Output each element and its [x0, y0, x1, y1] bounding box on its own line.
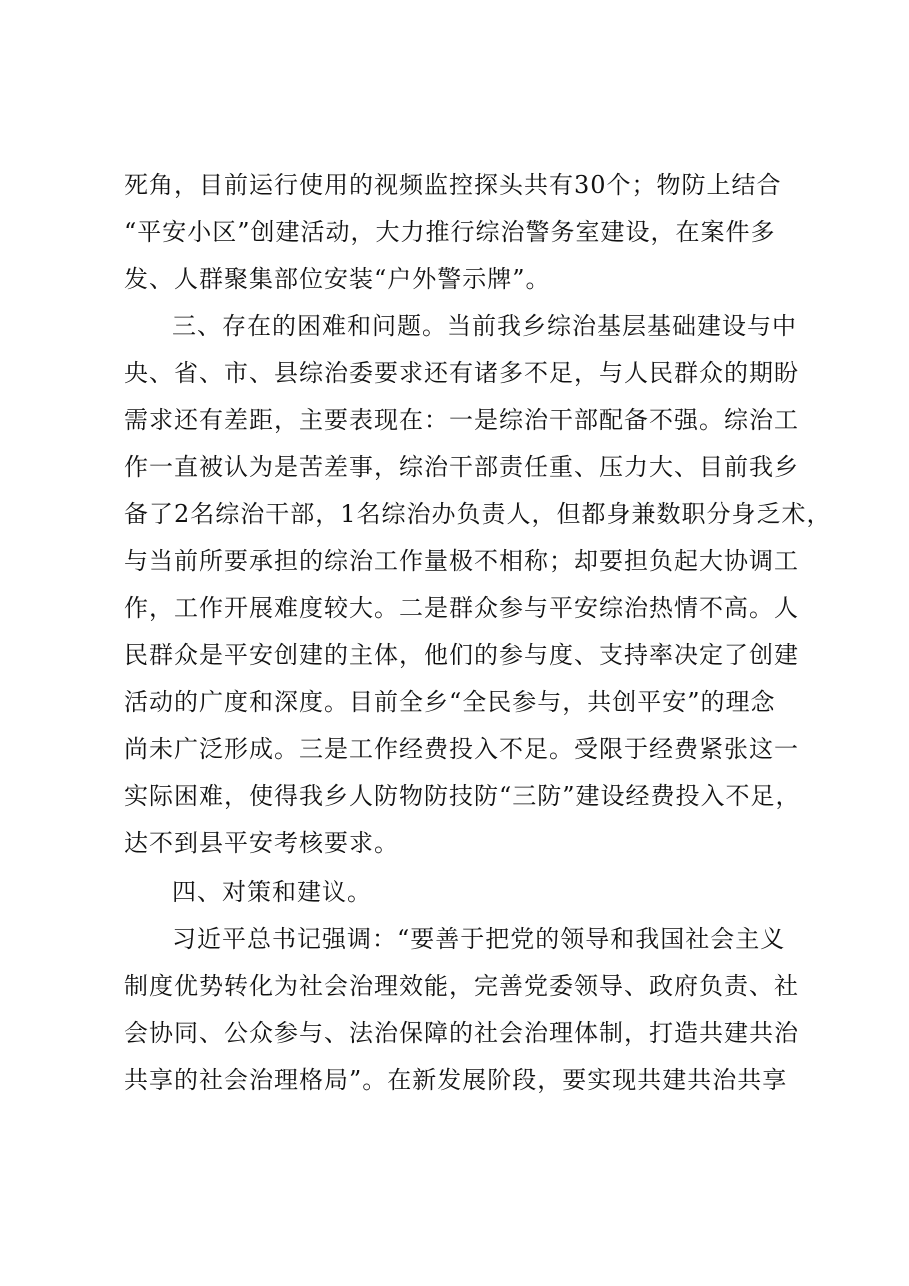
text-line: 活动的广度和深度。目前全乡“全民参与，共创平安”的理念 [124, 688, 776, 716]
text-line: 达不到县平安考核要求。 [124, 829, 399, 857]
text-line: 央、省、市、县综治委要求还有诸多不足，与人民群众的期盼 [124, 359, 799, 387]
text-line: 作一直被认为是苦差事，综治干部责任重、压力大、目前我乡 [124, 453, 799, 481]
text-line: 制度优势转化为社会治理效能，完善党委领导、政府负责、社 [124, 972, 799, 1000]
text-line: 需求还有差距，主要表现在：一是综治干部配备不强。综治工 [124, 406, 799, 434]
text-line: 实际困难，使得我乡人防物防技防“三防”建设经费投入不足， [124, 782, 801, 810]
section-heading-line: 四、对策和建议。 [172, 878, 372, 906]
text-line: 与当前所要承担的综治工作量极不相称；却要担负起大协调工 [124, 547, 799, 575]
text-line: 会协同、公众参与、法治保障的社会治理体制，打造共建共治 [124, 1019, 799, 1047]
text-line: 死角，目前运行使用的视频监控探头共有30个；物防上结合 [124, 171, 782, 199]
text-line: 民群众是平安创建的主体，他们的参与度、支持率决定了创建 [124, 641, 799, 669]
text-line: 备了2名综治干部，1名综治办负责人，但都身兼数职分身乏术， [124, 500, 832, 528]
section-heading-line: 三、存在的困难和问题。当前我乡综治基层基础建设与中 [172, 312, 797, 340]
text-line: “平安小区”创建活动，大力推行综治警务室建设，在案件多 [124, 218, 776, 246]
text-line: 共享的社会治理格局”。在新发展阶段，要实现共建共治共享 [124, 1066, 788, 1094]
text-line: 发、人群聚集部位安装“户外警示牌”。 [124, 265, 551, 293]
text-line: 尚未广泛形成。三是工作经费投入不足。受限于经费紧张这一 [124, 735, 799, 763]
text-line: 作，工作开展难度较大。二是群众参与平安综治热情不高。人 [124, 594, 799, 622]
text-line: 习近平总书记强调：“要善于把党的领导和我国社会主义 [172, 925, 786, 953]
